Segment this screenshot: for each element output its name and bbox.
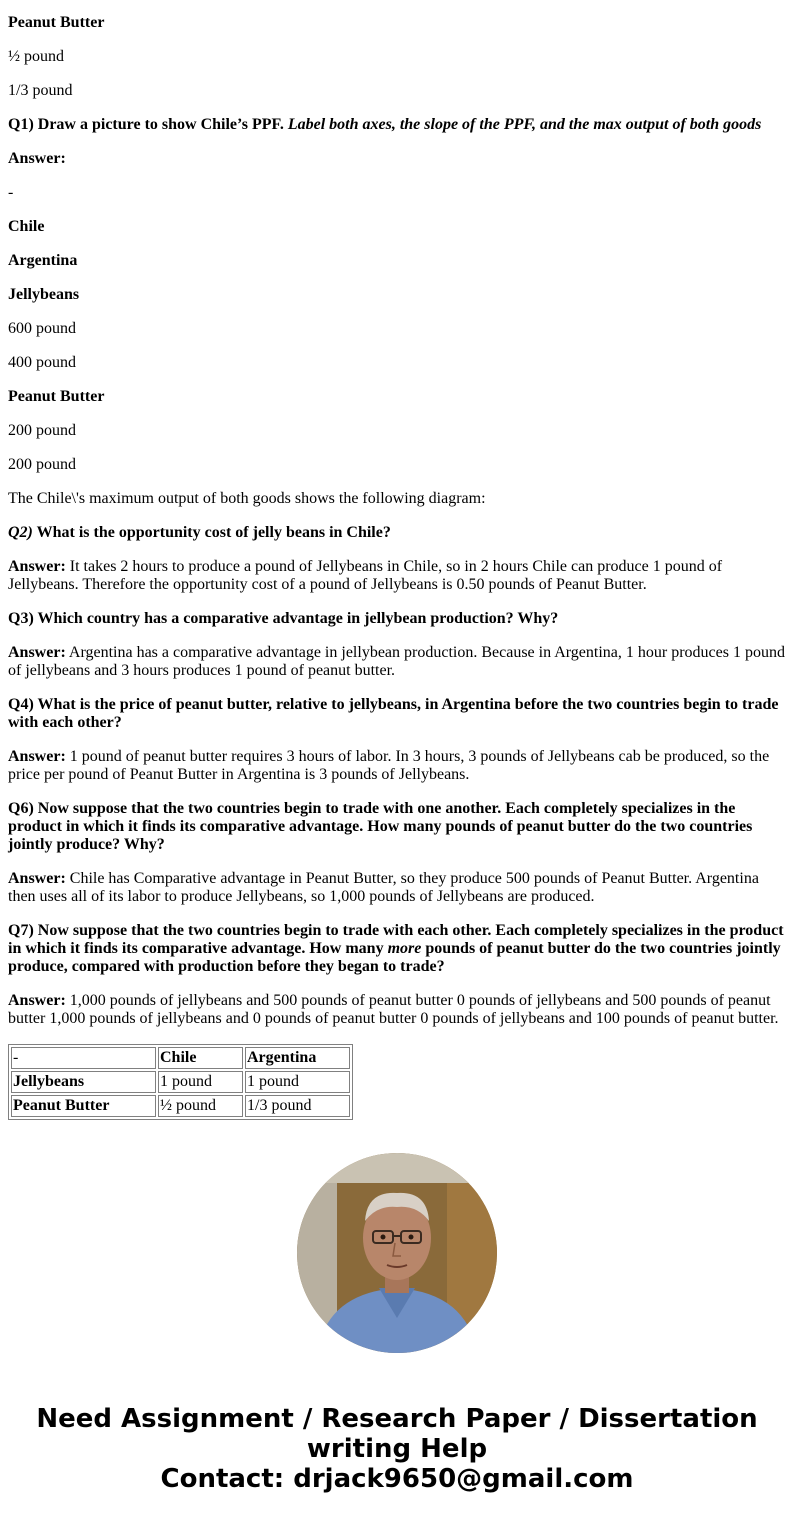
question-3: Q3) Which country has a comparative advantage in jellybean production? Why? (8, 610, 559, 627)
promo-contact: Contact: drjack9650@gmail.com (160, 1464, 634, 1494)
text-line: 200 pound (8, 456, 76, 473)
text-line: 600 pound (8, 320, 76, 337)
question-6: Q6) Now suppose that the two countries begin to trade with one another. Each completely specializes in the product in which it finds its comparative advantage. How many pounds of peanut butter do the two countries jointly produce? Why? (8, 800, 753, 853)
text-line: 400 pound (8, 354, 76, 371)
table-row-label: Peanut Butter (11, 1095, 156, 1117)
question-2: Q2) What is the opportunity cost of jelly beans in Chile? (8, 524, 391, 541)
table-row (11, 1071, 350, 1093)
answer-7: Answer: 1,000 pounds of jellybeans and 500 pounds of peanut butter 0 pounds of jellybeans and 500 pounds of peanut butter 1,000 pounds of jellybeans and 0 pounds of peanut butter 0 pounds of jellybeans and 100 pounds of peanut butter. (8, 992, 779, 1027)
text-line: Peanut Butter (8, 14, 105, 31)
comparison-table (8, 1044, 353, 1120)
answer-label: Answer: (8, 150, 66, 167)
question-4: Q4) What is the price of peanut butter, relative to jellybeans, in Argentina before the two countries begin to trade with each other? (8, 696, 779, 731)
text-line: Argentina (8, 252, 78, 269)
answer-6: Answer: Chile has Comparative advantage in Peanut Butter, so they produce 500 pounds of Peanut Butter. Argentina then uses all of its labor to produce Jellybeans, so 1,000 pounds of Jellybeans are produced. (8, 870, 759, 905)
table-header-cell: Argentina (245, 1047, 350, 1069)
promo-line: Need Assignment / Research Paper / Dissertation (36, 1404, 758, 1434)
promo-banner (0, 1404, 794, 1494)
text-line: ½ pound (8, 48, 64, 65)
avatar-portrait-icon (297, 1153, 497, 1353)
table-cell: 1 pound (245, 1071, 350, 1093)
text-line: 200 pound (8, 422, 76, 439)
question-7: Q7) Now suppose that the two countries begin to trade with each other. Each completely specializes in the product in which it finds its comparative advantage. How many more pounds of peanut butter do the two countries jointly produce, compared with production before they began to trade? (8, 922, 784, 975)
question-1: Q1) Draw a picture to show Chile’s PPF. Label both axes, the slope of the PPF, and the max output of both goods (8, 116, 762, 133)
diagram-note: The Chile\'s maximum output of both goods shows the following diagram: (8, 490, 486, 507)
answer-2: Answer: It takes 2 hours to produce a pound of Jellybeans in Chile, so in 2 hours Chile can produce 1 pound of Jellybeans. Therefore the opportunity cost of a pound of Jellybeans is 0.50 pounds of Peanut Butter. (8, 558, 723, 593)
table-cell: 1/3 pound (245, 1095, 350, 1117)
author-avatar (297, 1153, 497, 1353)
table-row (11, 1095, 350, 1117)
text-line: Chile (8, 218, 45, 235)
text-line: - (8, 184, 14, 201)
promo-line: writing Help (306, 1434, 488, 1464)
text-line: Peanut Butter (8, 388, 105, 405)
table-row-label: Jellybeans (11, 1071, 156, 1093)
table-cell: 1 pound (158, 1071, 243, 1093)
table-header-row (11, 1047, 350, 1069)
answer-4: Answer: 1 pound of peanut butter requires 3 hours of labor. In 3 hours, 3 pounds of Jellybeans cab be produced, so the price per pound of Peanut Butter in Argentina is 3 pounds of Jellybeans. (8, 748, 770, 783)
text-line: Jellybeans (8, 286, 80, 303)
table-header-cell: Chile (158, 1047, 243, 1069)
table-cell: ½ pound (158, 1095, 243, 1117)
document-body (8, 0, 786, 1120)
table-header-cell: - (11, 1047, 156, 1069)
answer-3: Answer: Argentina has a comparative advantage in jellybean production. Because in Argentina, 1 hour produces 1 pound of jellybeans and 3 hours produces 1 pound of peanut butter. (8, 644, 785, 679)
text-line: 1/3 pound (8, 82, 73, 99)
